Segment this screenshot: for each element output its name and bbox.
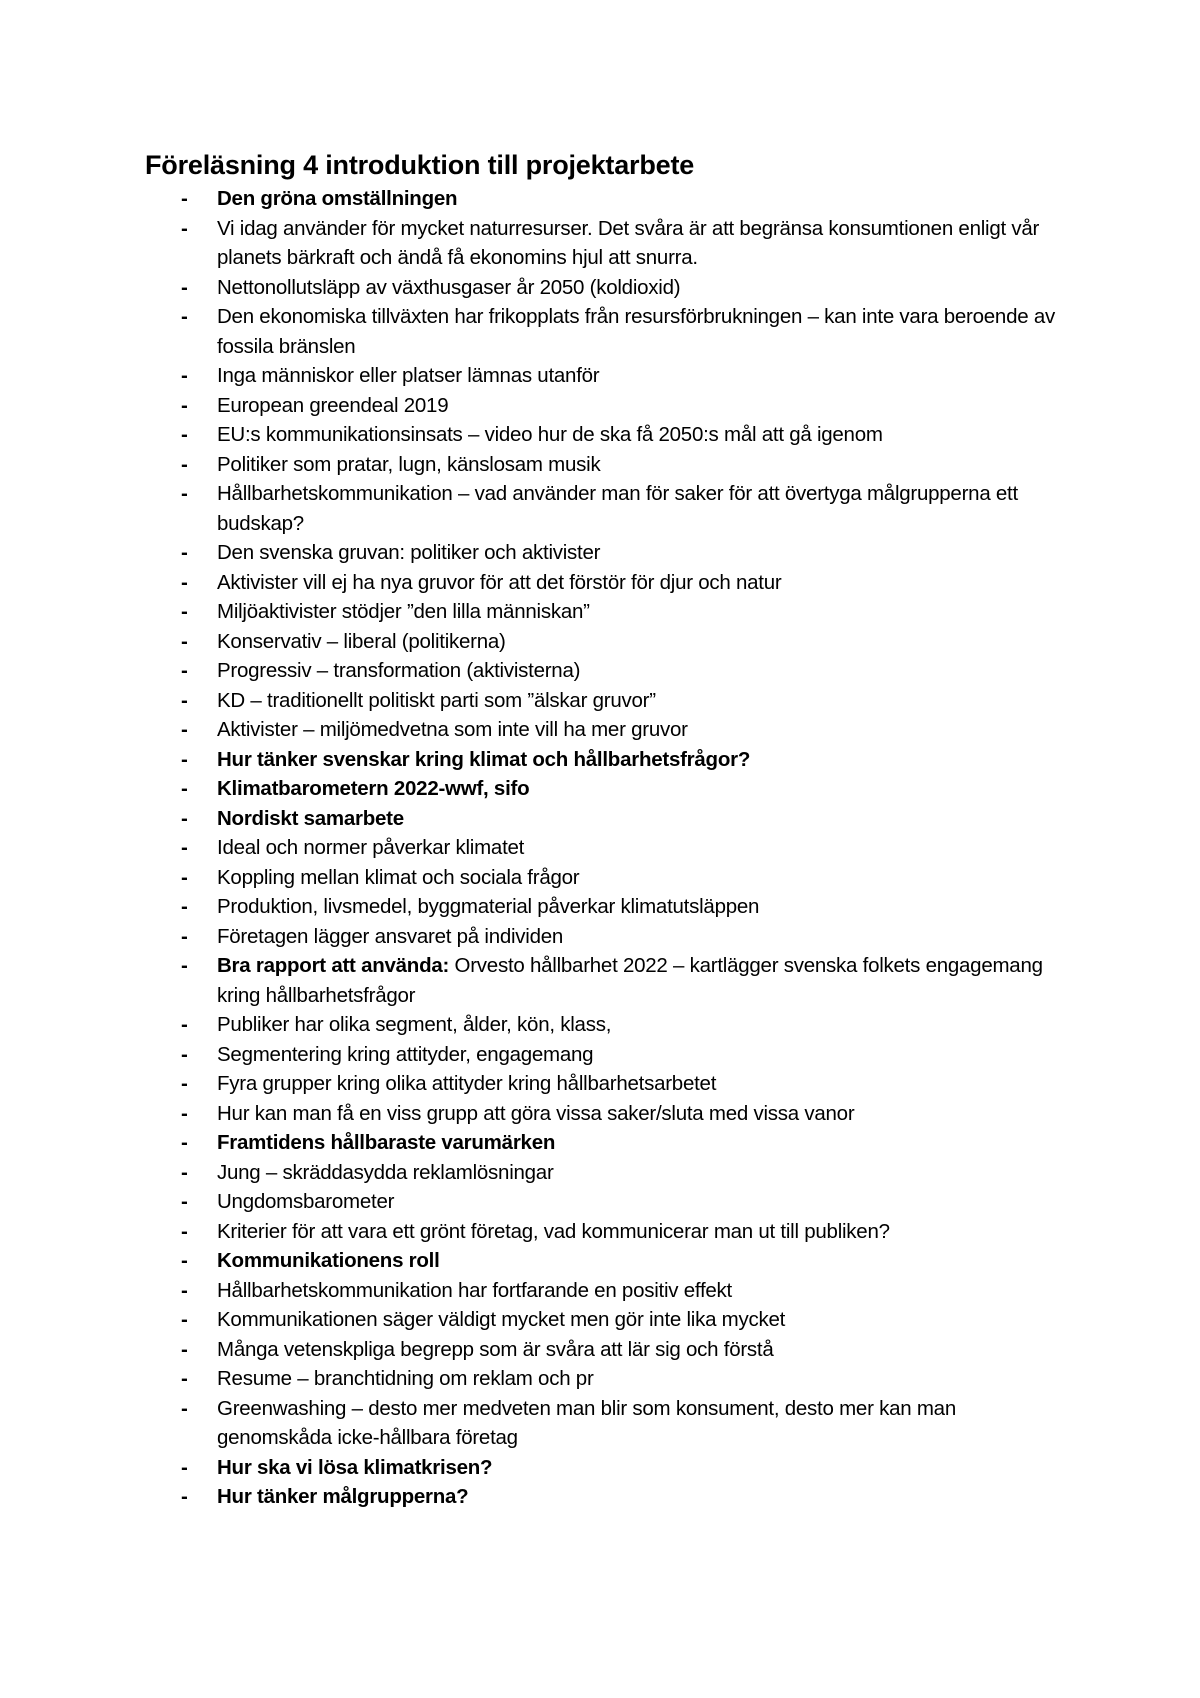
list-item-text: Hållbarhetskommunikation har fortfarande en positiv effekt: [217, 1278, 732, 1302]
list-item-text: Framtidens hållbaraste varumärken: [217, 1131, 556, 1154]
list-item-text: Vi idag använder för mycket naturresurser. Det svåra är att begränsa konsumtionen enligt vår planets bärkraft och ändå få ekonomins hjul att snurra.: [217, 216, 1040, 269]
list-item: [145, 361, 1055, 391]
list-item: [145, 1453, 1055, 1483]
list-item-text: European greendeal 2019: [217, 393, 449, 417]
list-item: [145, 863, 1055, 893]
list-item: [145, 833, 1055, 863]
list-item-text: Hur kan man få en viss grupp att göra vissa saker/sluta med vissa vanor: [217, 1101, 855, 1125]
list-item-text: Miljöaktivister stödjer ”den lilla människan”: [217, 600, 590, 623]
list-item-text: Klimatbarometern 2022-wwf, sifo: [217, 777, 530, 800]
bullet-dash: -: [181, 1042, 188, 1066]
bullet-dash: -: [181, 806, 188, 830]
list-item-text: Ungdomsbarometer: [217, 1190, 395, 1213]
bullet-dash: -: [181, 452, 188, 476]
list-item-text: Kriterier för att vara ett grönt företag, vad kommunicerar man ut till publiken?: [217, 1219, 890, 1243]
list-item-text: Aktivister vill ej ha nya gruvor för att det förstör för djur och natur: [217, 570, 782, 594]
list-item: [145, 804, 1055, 834]
list-item-text: Hur tänker svenskar kring klimat och hållbarhetsfrågor?: [217, 747, 751, 771]
list-item: [145, 922, 1055, 952]
list-item: [145, 1069, 1055, 1099]
bullet-dash: -: [181, 836, 188, 859]
list-item-rest: Orvesto hållbarhet 2022 – kartlägger svenska folkets engagemang kring hållbarhetsfrågor: [217, 954, 1043, 1007]
list-item-text: Hur ska vi lösa klimatkrisen?: [217, 1455, 493, 1479]
list-item: [145, 1099, 1055, 1129]
list-item-text: Inga människor eller platser lämnas utanför: [217, 364, 600, 387]
bullet-dash: -: [181, 305, 188, 328]
list-item: [145, 1394, 1055, 1453]
bullet-dash: -: [181, 600, 188, 623]
bullet-dash: -: [181, 1219, 188, 1243]
list-item-text: Nordiskt samarbete: [217, 806, 404, 830]
list-item: [145, 538, 1055, 568]
bullet-dash: -: [181, 1101, 188, 1125]
bullet-dash: -: [181, 1131, 188, 1154]
list-item: [145, 1364, 1055, 1394]
list-item-text: Publiker har olika segment, ålder, kön, klass,: [217, 1013, 612, 1036]
list-item-text: Många vetenskpliga begrepp som är svåra att lär sig och förstå: [217, 1337, 774, 1361]
bullet-dash: -: [181, 393, 188, 417]
bullet-dash: -: [181, 629, 188, 653]
list-item: [145, 656, 1055, 686]
bullet-dash: -: [181, 865, 188, 889]
list-item: [145, 273, 1055, 303]
bullet-dash: -: [181, 187, 188, 210]
list-item-text: Segmentering kring attityder, engagemang: [217, 1042, 594, 1066]
bullet-dash: -: [181, 659, 188, 682]
list-item: [145, 686, 1055, 716]
list-item: [145, 420, 1055, 450]
bullet-dash: -: [181, 1249, 188, 1272]
bullet-dash: -: [181, 1485, 188, 1508]
list-item-text: Konservativ – liberal (politikerna): [217, 629, 506, 653]
list-item-text: Hållbarhetskommunikation – vad använder man för saker för att övertyga målgrupperna ett budskap?: [217, 482, 1018, 535]
list-item: [145, 774, 1055, 804]
bullet-dash: -: [181, 1396, 188, 1420]
list-item: [145, 1276, 1055, 1306]
list-item-text: Kommunikationens roll: [217, 1249, 440, 1272]
bullet-dash: -: [181, 1367, 188, 1390]
list-item: [145, 391, 1055, 421]
bullet-dash: -: [181, 1455, 188, 1479]
bullet-dash: -: [181, 364, 188, 387]
list-item: [145, 214, 1055, 273]
bullet-list: [145, 184, 1055, 1512]
list-item-text: Jung – skräddasydda reklamlösningar: [217, 1160, 554, 1184]
list-item: [145, 1040, 1055, 1070]
list-item: [145, 745, 1055, 775]
list-item-text: Den gröna omställningen: [217, 187, 458, 210]
bullet-dash: -: [181, 541, 188, 564]
bullet-dash: -: [181, 954, 188, 977]
list-item: [145, 1246, 1055, 1276]
list-item: [145, 1187, 1055, 1217]
bullet-dash: -: [181, 747, 188, 771]
bullet-dash: -: [181, 1278, 188, 1302]
bullet-dash: -: [181, 688, 188, 712]
bullet-dash: -: [181, 1337, 188, 1361]
list-item: [145, 715, 1055, 745]
list-item: [145, 1128, 1055, 1158]
list-item: [145, 951, 1055, 1010]
list-item: [145, 302, 1055, 361]
list-item: [145, 1158, 1055, 1188]
bullet-dash: -: [181, 924, 188, 948]
bullet-dash: -: [181, 482, 188, 505]
list-item: [145, 450, 1055, 480]
bullet-dash: -: [181, 216, 188, 240]
bullet-dash: -: [181, 423, 188, 446]
list-item: [145, 1335, 1055, 1365]
list-item: [145, 892, 1055, 922]
list-item-text: EU:s kommunikationsinsats – video hur de ska få 2050:s mål att gå igenom: [217, 423, 883, 446]
list-item-text: Fyra grupper kring olika attityder kring hållbarhetsarbetet: [217, 1072, 717, 1095]
bullet-dash: -: [181, 1013, 188, 1036]
list-item: [145, 1482, 1055, 1512]
bullet-dash: -: [181, 1190, 188, 1213]
list-item: [145, 1305, 1055, 1335]
list-item-text: Kommunikationen säger väldigt mycket men gör inte lika mycket: [217, 1308, 786, 1331]
bullet-dash: -: [181, 718, 188, 741]
list-item: [145, 479, 1055, 538]
bullet-dash: -: [181, 1160, 188, 1184]
list-item-text: Den svenska gruvan: politiker och aktivister: [217, 541, 601, 564]
list-item-text: Ideal och normer påverkar klimatet: [217, 836, 525, 859]
bullet-dash: -: [181, 895, 188, 918]
bullet-dash: -: [181, 1308, 188, 1331]
list-item: [145, 597, 1055, 627]
bullet-dash: -: [181, 777, 188, 800]
list-item: [145, 184, 1055, 214]
list-item-text: Den ekonomiska tillväxten har frikopplats från resursförbrukningen – kan inte vara beroende av fossila bränslen: [217, 305, 1055, 358]
list-item-text: Progressiv – transformation (aktivisterna): [217, 659, 581, 682]
list-item: [145, 568, 1055, 598]
bullet-dash: -: [181, 275, 188, 299]
list-item: [145, 627, 1055, 657]
list-item-text: Företagen lägger ansvaret på individen: [217, 924, 564, 948]
list-item-text: Koppling mellan klimat och sociala frågor: [217, 865, 580, 889]
list-item-text: [217, 954, 1043, 1007]
list-item-text: Nettonollutsläpp av växthusgaser år 2050 (koldioxid): [217, 275, 681, 299]
list-item-text: KD – traditionellt politiskt parti som ”älskar gruvor”: [217, 688, 656, 712]
list-item-text: Hur tänker målgrupperna?: [217, 1485, 469, 1508]
list-item-text: Resume – branchtidning om reklam och pr: [217, 1367, 594, 1390]
list-item-text: Aktivister – miljömedvetna som inte vill ha mer gruvor: [217, 718, 688, 741]
list-item: [145, 1010, 1055, 1040]
list-item-lead: Bra rapport att använda:: [217, 954, 450, 977]
document-title: Föreläsning 4 introduktion till projektarbete: [145, 150, 695, 180]
list-item-text: Produktion, livsmedel, byggmaterial påverkar klimatutsläppen: [217, 895, 760, 918]
list-item-text: Politiker som pratar, lugn, känslosam musik: [217, 452, 601, 476]
bullet-dash: -: [181, 570, 188, 594]
bullet-dash: -: [181, 1072, 188, 1095]
list-item: [145, 1217, 1055, 1247]
list-item-text: Greenwashing – desto mer medveten man blir som konsument, desto mer kan man genomskåda icke-hållbara företag: [217, 1396, 956, 1449]
